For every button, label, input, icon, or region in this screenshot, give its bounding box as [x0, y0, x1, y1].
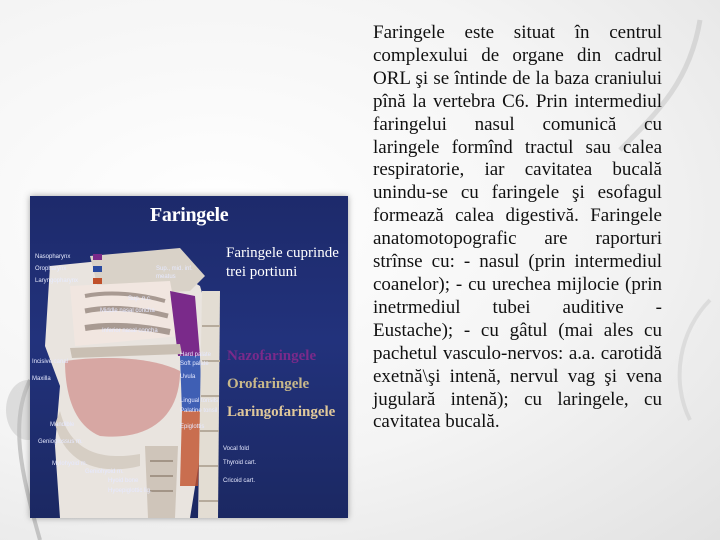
label-thyroid-cart: Thyroid cart.: [223, 460, 257, 466]
legend-swatch: [93, 278, 102, 284]
label-hyoepiglottic-lig: Hyoepiglottic lig.: [108, 488, 152, 494]
label-mylohyoid: Mylohyoid m.: [52, 461, 88, 467]
slide-body-text: Faringele este situat în centrul complexului de organe din cadrul ORL şi se întinde de la baza craniului pînă la vertebra C6. Prin intermediul faringelui nasul comunică cu laringele formînd tractul sau calea respiratorie, iar cavitatea bucală unindu-se cu faringele şi esofagul formează calea digestivă. Faringele anatomotopografic are raporturi strînse cu: - nasul (prin intermediul coanelor); - cu urechea mijlocie (prin inetrmediul tubei auditive - Eustache); - cu gâtul (mai ales cu pachetul vasculo-nervos: a.a. carotidă exetnă\şi intenă, nervul vag şi vena jugulară intenă); cu laringele, cu cavitatea bucală.: [373, 22, 662, 433]
figure-legend: [35, 251, 110, 287]
label-soft-palate: Soft palate: [180, 361, 209, 367]
legend-swatch: [93, 254, 102, 260]
label-incisive-canal: Incisive canal: [32, 359, 69, 365]
legend-label: Nasopharynx: [35, 254, 71, 260]
label-lingual-tonsils: Lingual tonsils: [180, 398, 219, 404]
label-sup-mid-inf: Sup., mid. inf.: [156, 266, 193, 272]
label-sup-nc: Sup. n.c.: [128, 296, 152, 302]
legend-item: [35, 263, 110, 275]
label-hard-palate: Hard palate: [180, 352, 212, 358]
label-inferior-nasal-concha: Inferior nasal concha: [102, 328, 158, 334]
label-palatine-tonsil: Palatine tonsil: [180, 408, 218, 414]
pharynx-anatomy-figure: [30, 196, 348, 518]
label-middle-nasal-concha: Middle nasal concha: [100, 308, 155, 314]
legend-item: [35, 251, 110, 263]
label-vocal-fold: Vocal fold: [223, 446, 250, 452]
figure-title: Faringele: [150, 204, 229, 226]
region-laringofaringele: Laringofaringele: [227, 404, 336, 420]
label-genioglossus: Genioglossus m.: [38, 439, 83, 445]
legend-label: Laryngopharynx: [35, 278, 79, 284]
label-mandible: Mandible: [50, 422, 75, 428]
label-cricoid-cart: Cricoid cart.: [223, 478, 256, 484]
label-uvula: Uvula: [180, 374, 196, 380]
region-nazofaringele: Nazofaringele: [227, 348, 317, 364]
label-epiglottis: Epiglottis: [180, 424, 205, 430]
figure-subtitle: Faringele cuprinde trei portiuni: [226, 245, 339, 280]
label-geniohyoid: Geniohyoid m.: [85, 469, 124, 475]
legend-item: [35, 275, 110, 287]
legend-label: Oropharynx: [35, 266, 67, 272]
legend-swatch: [93, 266, 102, 272]
region-orofaringele: Orofaringele: [227, 376, 310, 392]
label-meatus: meatus: [156, 274, 176, 280]
label-maxilla: Maxilla: [32, 376, 51, 382]
label-hyoid-bone: Hyoid bone: [108, 478, 139, 484]
